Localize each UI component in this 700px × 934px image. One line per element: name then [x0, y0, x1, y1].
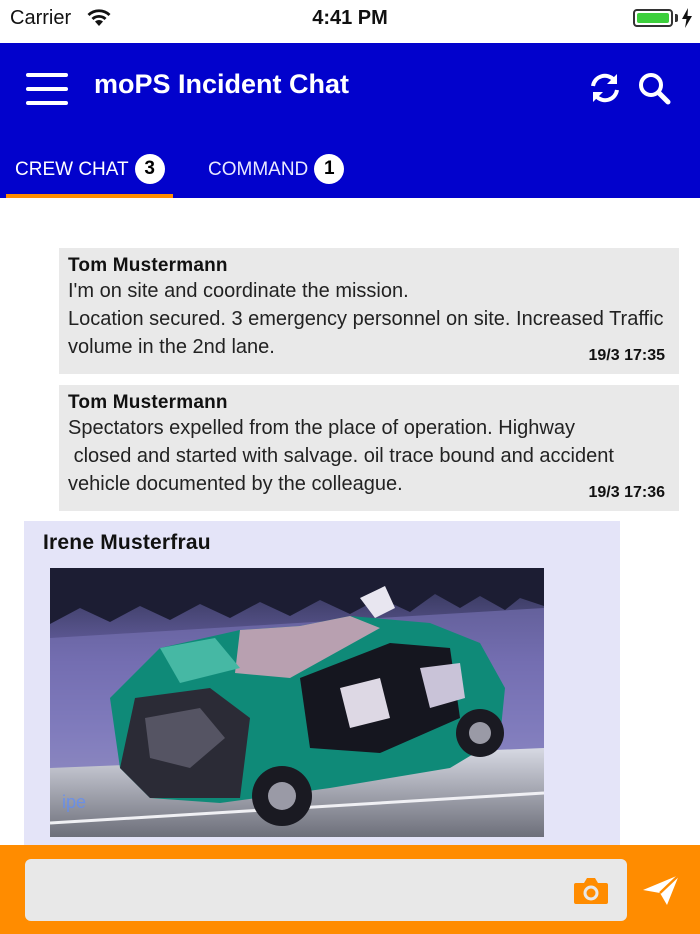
- send-icon[interactable]: [641, 873, 681, 907]
- message-timestamp: 19/3 17:36: [588, 484, 665, 501]
- unread-badge: 1: [314, 154, 344, 184]
- message-composer: [0, 845, 700, 934]
- message-text: Spectators expelled from the place of operation. Highway closed and started with salvage. oil trace bound and accident vehicle documented by the colleague.: [68, 417, 614, 495]
- charging-bolt-icon: [681, 8, 693, 28]
- menu-icon: [26, 73, 68, 77]
- app-header: [0, 43, 700, 198]
- message-author: Tom Mustermann: [68, 392, 228, 413]
- tab-command[interactable]: [208, 154, 344, 198]
- message-timestamp: 19/3 17:35: [588, 347, 665, 364]
- tab-label: CREW CHAT: [15, 159, 129, 180]
- message-author: Irene Musterfrau: [43, 531, 211, 554]
- search-icon[interactable]: [637, 71, 671, 105]
- message-text: I'm on site and coordinate the mission. Location secured. 3 emergency personnel on site. Increased Traffic volume in the 2nd lane.: [68, 280, 664, 358]
- message-input[interactable]: [25, 859, 627, 921]
- accident-photo[interactable]: [50, 568, 544, 837]
- tab-crew-chat[interactable]: [6, 154, 173, 198]
- menu-button[interactable]: [26, 73, 68, 105]
- message-author: Tom Mustermann: [68, 255, 228, 276]
- unread-badge: 3: [135, 154, 165, 184]
- battery-tip: [675, 14, 678, 22]
- status-bar: [0, 0, 700, 38]
- clock: 4:41 PM: [312, 7, 388, 29]
- camera-icon[interactable]: [573, 875, 609, 905]
- tab-label: COMMAND: [208, 159, 309, 180]
- chat-message-own: [24, 521, 620, 851]
- chat-message: [59, 248, 679, 374]
- carrier-label: Carrier: [10, 7, 72, 29]
- battery-icon: [633, 9, 673, 27]
- refresh-icon[interactable]: [588, 71, 622, 105]
- chat-message: [59, 385, 679, 511]
- page-title: moPS Incident Chat: [94, 69, 350, 99]
- svg-text:ipe: ipe: [62, 792, 87, 812]
